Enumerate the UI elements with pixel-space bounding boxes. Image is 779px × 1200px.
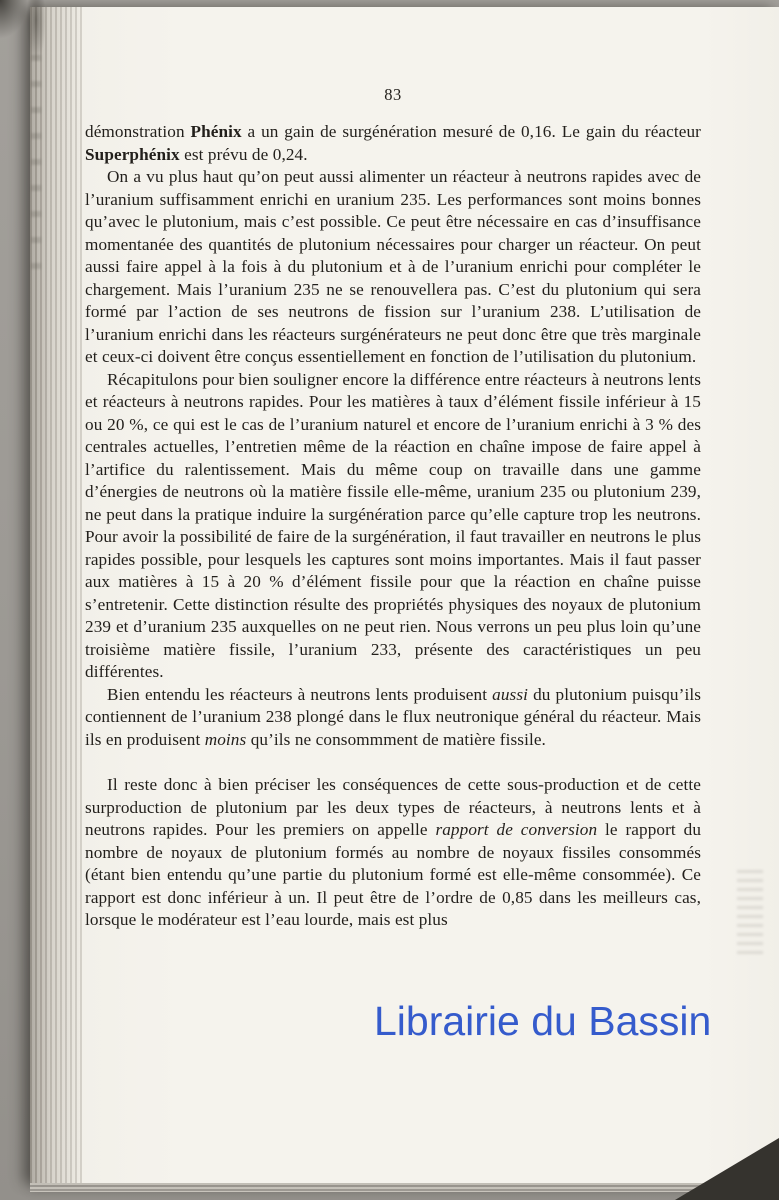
- page-edge-marks: [31, 55, 41, 275]
- text-segment: Bien entendu les réacteurs à neutrons lents produisent: [107, 684, 493, 704]
- text-segment: a un gain de surgénération mesuré de 0,16. Le gain du réacteur: [241, 122, 701, 141]
- text-segment: qu’ils ne consommment de matière fissile.: [246, 729, 546, 749]
- paragraph: [85, 369, 701, 684]
- text-segment: le rapport du nombre de noyaux de plutonium formés au nombre de noyaux fissiles consommés (étant bien entendu qu’une partie du plutonium formé est elle-même consommée). Ce rapport est donc inférieur à un. Il peut être de l’ordre de 0,85 dans les meilleurs cas, lorsque le modérateur est l’eau lourde, mais est plus: [85, 820, 702, 929]
- text-segment: Il reste donc à bien préciser les conséquences de cette sous-production et de cette surproduction de plutonium par les deux types de réacteurs, à neutrons lents et à neutrons rapides. Pour les premiers on appelle: [85, 775, 701, 839]
- text-segment: est prévu de 0,24.: [179, 144, 308, 164]
- text-segment: On a vu plus haut qu’on peut aussi alimenter un réacteur à neutrons rapides avec de l’uranium suffisamment enrichi en uranium 235. Les performances sont moins bonnes qu’avec le plutonium, mais c’est possible. Ce peut être nécessaire en cas d’insuffisance momentanée des quantités de plutonium nécessaires pour charger un réacteur. On peut aussi faire appel à la fois à du plutonium et à de l’uranium enrichi pour compléter le chargement. Mais l’uranium 235 ne se renouvellera pas. C’est du plutonium qui sera formé par l’action de ses neutrons de fission sur l’uranium 238. L’utilisation de l’uranium enrichi dans les réacteurs surgénérateurs ne peut donc être que très marginale et ceux-ci doivent être conçus essentiellement en fonction de l’utilisation du plutonium.: [85, 167, 701, 366]
- italic-text: aussi: [492, 684, 528, 704]
- page-number: 83: [384, 85, 402, 104]
- text-segment: démonstration: [85, 122, 191, 141]
- text-block: [85, 121, 701, 932]
- text-segment: du plutonium puisqu’ils contiennent de l’uranium 238 plongé dans le flux neutronique général du réacteur. Mais ils en produisent: [85, 684, 701, 749]
- italic-text: moins: [204, 729, 247, 749]
- page-showthrough-marks: [737, 870, 763, 960]
- watermark: Librairie du Bassin: [374, 998, 712, 1044]
- text-segment: Récapitulons pour bien souligner encore la différence entre réacteurs à neutrons lents et réacteurs à neutrons rapides. Pour les matières à taux d’élément fissile inférieur à 15 ou 20 %, ce qui est le cas de l’uranium naturel et encore de l’uranium enrichi à 3 % des centrales actuelles, l’entretien même de la réaction en chaîne impose de faire appel à l’artifice du ralentissement. Mais du même coup on travaille dans une gamme d’énergies de neutrons où la matière fissile elle-même, uranium 235 ou plutonium 239, ne peut dans la pratique induire la surgénération parce qu’elle capture trop les neutrons. Pour avoir la possibilité de faire de la surgénération, il faut travailler en neutrons le plus rapides possible, pour lesquels les captures sont moins importantes. Mais il faut passer aux matières à 15 à 20 % d’élément fissile pour que la réaction en chaîne puisse s’entretenir. Cette distinction résulte des propriétés physiques des noyaux de plutonium 239 et d’uranium 235 auxquelles on ne peut rien. Nous verrons un peu plus loin qu’une troisième matière fissile, l’uranium 233, présente des caractéristiques un peu différentes.: [85, 369, 701, 681]
- page-content: [85, 85, 701, 932]
- italic-text: rapport de conversion: [435, 820, 598, 839]
- paragraph: [85, 166, 701, 369]
- paragraph: [85, 774, 701, 932]
- paragraph: [85, 121, 701, 166]
- bold-text: Superphénix: [85, 144, 180, 164]
- bold-text: Phénix: [190, 122, 242, 141]
- page-bottom-edges: [30, 1183, 779, 1192]
- paragraph: [85, 684, 701, 752]
